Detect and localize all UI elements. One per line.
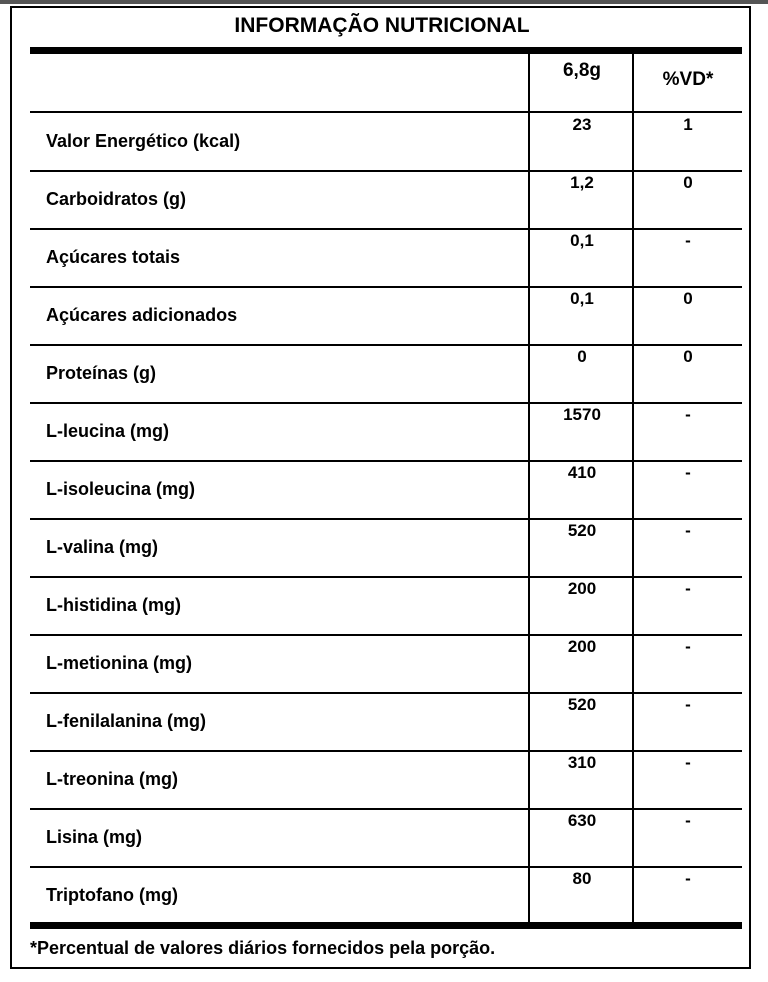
header-top-rule xyxy=(30,47,742,54)
table-row xyxy=(0,577,768,635)
nutrient-vd: - xyxy=(685,637,691,656)
table-row xyxy=(0,809,768,867)
nutrient-amount: 0,1 xyxy=(570,231,594,250)
nutrient-vd: - xyxy=(685,695,691,714)
nutrient-amount: 520 xyxy=(567,521,597,540)
portion-header: 6,8g xyxy=(562,60,602,81)
nutrient-name: L-valina (mg) xyxy=(46,537,159,557)
nutrient-vd: - xyxy=(685,463,691,482)
nutrient-vd: - xyxy=(685,231,691,250)
nutrient-vd: - xyxy=(685,811,691,830)
table-row xyxy=(0,867,768,925)
nutrient-vd: - xyxy=(685,405,691,424)
table-row xyxy=(0,751,768,809)
top-edge-bar xyxy=(0,0,768,4)
table-row xyxy=(0,403,768,461)
nutrient-amount: 1,2 xyxy=(570,173,594,192)
footnote: *Percentual de valores diários fornecidos pela porção. xyxy=(30,938,496,958)
nutrient-vd: 0 xyxy=(683,173,693,192)
nutrient-amount: 630 xyxy=(567,811,597,830)
nutrient-name: Açúcares totais xyxy=(46,247,181,267)
table-row xyxy=(0,113,768,171)
table-row xyxy=(0,345,768,403)
nutrient-vd: - xyxy=(685,521,691,540)
vd-header: %VD* xyxy=(662,69,714,90)
nutrient-amount: 200 xyxy=(567,579,597,598)
nutrient-name: L-leucina (mg) xyxy=(46,421,170,441)
nutrient-name: L-histidina (mg) xyxy=(46,595,181,615)
table-row xyxy=(0,171,768,229)
table-row xyxy=(0,693,768,751)
nutrient-amount: 200 xyxy=(567,637,597,656)
nutrient-vd: 0 xyxy=(683,347,693,366)
nutrient-vd: 0 xyxy=(683,289,693,308)
table-row xyxy=(0,229,768,287)
nutrient-name: L-fenilalanina (mg) xyxy=(46,711,207,731)
nutrient-amount: 310 xyxy=(567,753,597,772)
nutrient-amount: 410 xyxy=(567,463,597,482)
nutrient-amount: 80 xyxy=(572,869,592,888)
nutrient-amount: 1570 xyxy=(563,405,601,424)
nutrient-vd: - xyxy=(685,753,691,772)
nutrient-vd: - xyxy=(685,869,691,888)
nutrient-vd: - xyxy=(685,579,691,598)
nutrient-name: Proteínas (g) xyxy=(46,363,157,383)
table-row xyxy=(0,519,768,577)
table-row xyxy=(0,461,768,519)
table-row xyxy=(0,635,768,693)
nutrient-name: Açúcares adicionados xyxy=(46,305,238,325)
nutrient-vd: 1 xyxy=(683,115,693,134)
nutrient-name: L-metionina (mg) xyxy=(46,653,192,673)
nutrient-name: Triptofano (mg) xyxy=(46,885,178,905)
nutrient-name: Valor Energético (kcal) xyxy=(46,131,241,151)
nutrient-name: Lisina (mg) xyxy=(46,827,143,847)
nutrient-name: L-isoleucina (mg) xyxy=(46,479,196,499)
nutrient-amount: 23 xyxy=(572,115,592,134)
nutrient-name: L-treonina (mg) xyxy=(46,769,178,789)
table-bottom-rule xyxy=(30,922,742,929)
nutrient-name: Carboidratos (g) xyxy=(46,189,187,209)
table-title xyxy=(0,14,768,38)
nutrient-amount: 0 xyxy=(577,347,587,366)
table-row xyxy=(0,287,768,345)
nutrient-amount: 520 xyxy=(567,695,597,714)
table-title-text: INFORMAÇÃO NUTRICIONAL xyxy=(234,14,530,37)
nutrient-amount: 0,1 xyxy=(570,289,594,308)
